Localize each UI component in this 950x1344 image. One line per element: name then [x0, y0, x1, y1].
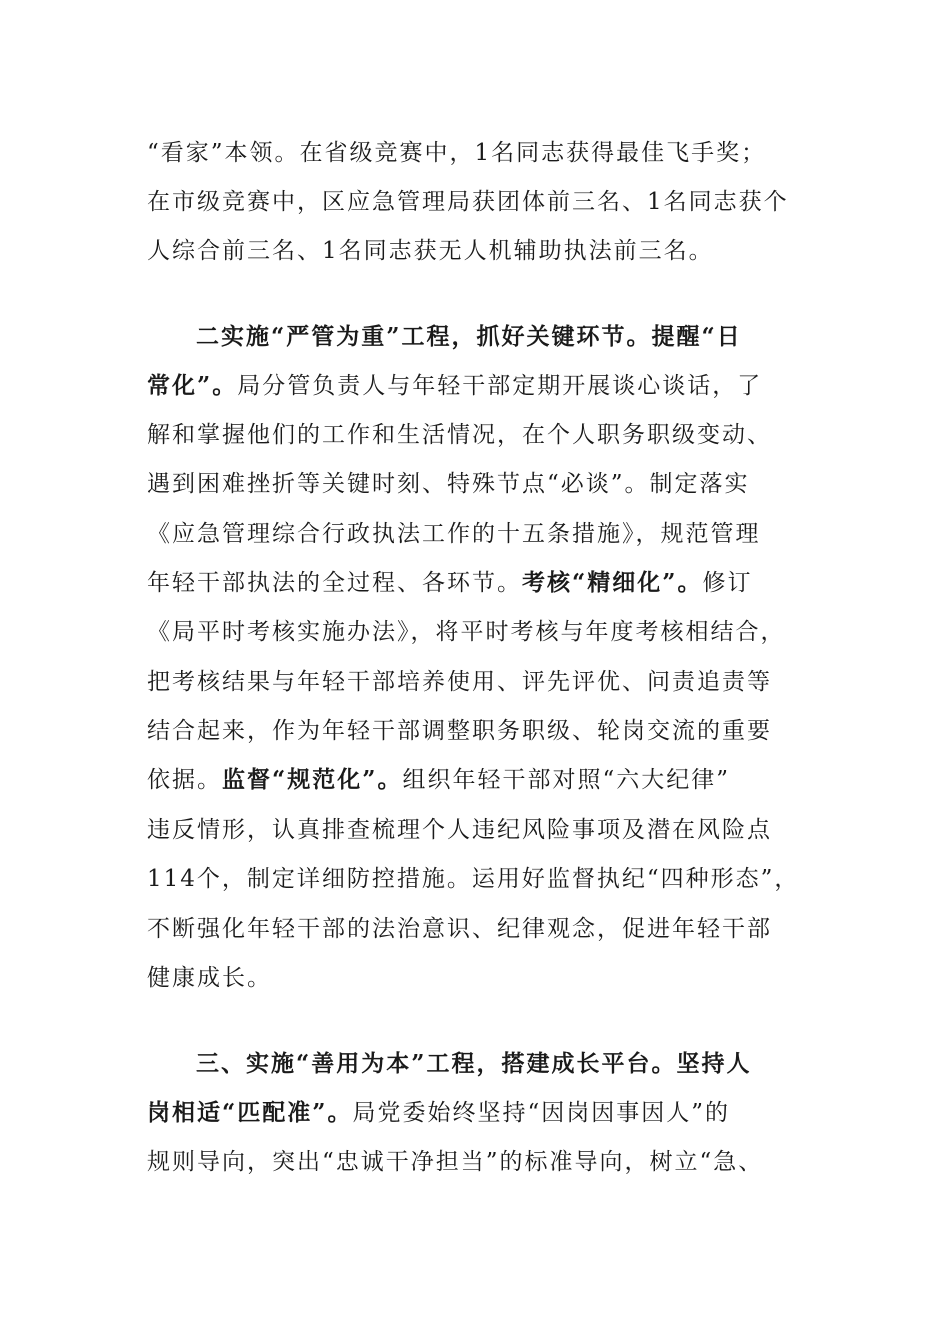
- text-line: 解和掌握他们的工作和生活情况，在个人职务职级变动、: [147, 422, 772, 448]
- text-line: “看家”本领。在省级竞赛中，1名同志获得最佳飞手奖；: [147, 140, 767, 166]
- text-run: 局分管负责人与年轻干部定期开展谈心谈话，了: [237, 373, 763, 399]
- text-line: [147, 371, 762, 401]
- section-heading: 三、实施“善用为本”工程，搭建成长平台。坚持人: [196, 1050, 752, 1077]
- text-line: [147, 765, 730, 795]
- bold-phrase: 岗相适“匹配准”。: [147, 1099, 353, 1126]
- text-line: 违反情形，认真排查梳理个人违纪风险事项及潜在风险点: [147, 817, 772, 843]
- text-run: 依据。: [147, 767, 222, 793]
- text-line: 114个，制定详细防控措施。运用好监督执纪“四种形态”，: [147, 866, 800, 892]
- bold-phrase: 考核“精细化”。: [522, 569, 703, 596]
- text-line: [147, 568, 752, 598]
- text-line: 结合起来，作为年轻干部调整职务职级、轮岗交流的重要: [147, 718, 772, 744]
- text-line: 《局平时考核实施办法》，将平时考核与年度考核相结合，: [147, 619, 786, 645]
- text-line: 在市级竞赛中，区应急管理局获团体前三名、1名同志获个: [147, 189, 789, 215]
- text-line: 《应急管理综合行政执法工作的十五条措施》，规范管理: [147, 521, 761, 547]
- text-run: 组织年轻干部对照“六大纪律”: [402, 767, 730, 793]
- text-run: 年轻干部执法的全过程、各环节。: [147, 570, 522, 596]
- text-line: 不断强化年轻干部的法治意识、纪律观念，促进年轻干部: [147, 916, 772, 942]
- text-line: 健康成长。: [147, 965, 272, 991]
- text-line: 规则导向，突出“忠诚干净担当”的标准导向，树立“急、: [147, 1149, 764, 1175]
- bold-phrase: 常化”。: [147, 372, 238, 399]
- text-line: 遇到困难挫折等关键时刻、特殊节点“必谈”。制定落实: [147, 471, 750, 497]
- bold-phrase: 监督“规范化”。: [222, 766, 403, 793]
- text-line: 人综合前三名、1名同志获无人机辅助执法前三名。: [147, 238, 714, 264]
- section-heading: 二实施“严管为重”工程，抓好关键环节。提醒“日: [196, 323, 742, 350]
- text-run: 修订: [702, 570, 753, 596]
- text-line: [147, 1098, 730, 1128]
- text-line: 把考核结果与年轻干部培养使用、评先评优、问责追责等: [147, 669, 772, 695]
- text-run: 局党委始终坚持“因岗因事因人”的: [352, 1100, 730, 1126]
